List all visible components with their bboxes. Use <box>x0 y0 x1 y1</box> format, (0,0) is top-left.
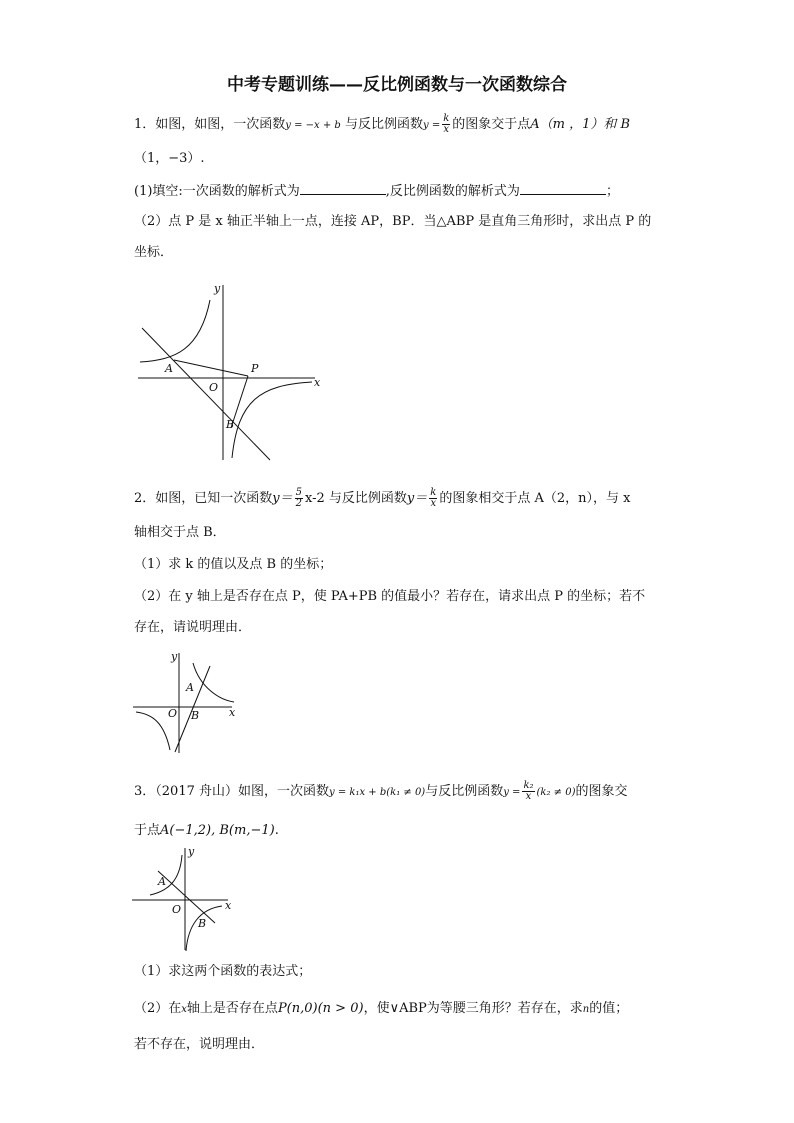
q1-line-3 <box>134 182 619 201</box>
q3-n-var: n <box>582 1004 590 1015</box>
q1-line-ab <box>142 328 270 460</box>
q3-point-p: P(n,0)(n > 0) <box>277 1001 364 1016</box>
q3-line-4 <box>134 1000 628 1019</box>
q1-text-c: 的图象交于点 <box>452 117 531 132</box>
q2-line-2: 轴相交于点 B． <box>134 525 226 540</box>
q3-text-i: 的值； <box>589 1001 629 1016</box>
q3-text-h: ，使∨ABP为等腰三角形？若存在，求 <box>363 1001 583 1016</box>
q3-line-2 <box>134 822 279 840</box>
q3-figure <box>130 845 240 955</box>
q1-line-1 <box>134 114 630 135</box>
q2-text-c: 的图象相交于点 A（2，n），与 x <box>439 491 631 506</box>
q2-label-b: B <box>191 709 200 722</box>
q3-points: A(−1,2), B(m,−1) <box>160 823 275 838</box>
q1-line-2: （1，−3）. <box>134 151 205 166</box>
q1-inverse-fraction: $\frac{k}{x}$ <box>443 113 450 135</box>
q3-text-a: 3．（2017 舟山）如图，一次函数 <box>134 784 329 799</box>
q1-label-x: x <box>314 376 321 389</box>
q2-text-b: x-2 与反比例函数 <box>305 491 407 506</box>
q1-label-a: A <box>165 362 173 375</box>
q2-label-x: x <box>229 706 236 719</box>
q3-text-b: 与反比例函数 <box>425 784 504 799</box>
q2-label-y: y <box>171 650 178 663</box>
q1-answer-blank-2[interactable] <box>520 182 606 195</box>
q1-segment-ap <box>174 360 248 376</box>
q3-text-f: （2）在 <box>134 1001 182 1016</box>
q1-text-b: 与反比例函数 <box>344 117 423 132</box>
q1-text-d: A（m ，1）和 <box>530 117 617 132</box>
q1-fill-text-a: (1)填空:一次函数的解析式为 <box>134 184 300 199</box>
q1-inverse-lhs: y = <box>422 120 441 131</box>
q1-figure <box>130 280 340 465</box>
q1-answer-blank-1[interactable] <box>300 182 386 195</box>
q1-hyperbola-left <box>140 300 210 362</box>
q3-text-c: 的图象交 <box>575 784 628 799</box>
q2-line-1 <box>134 488 630 509</box>
q1-linear-formula: y = −x + b <box>285 120 341 131</box>
q2-label-a: A <box>186 681 194 694</box>
q3-label-x: x <box>225 899 232 912</box>
q1-text-e: B <box>620 117 631 132</box>
q1-hyperbola-right <box>232 382 312 458</box>
q1-line-5: 坐标． <box>134 245 174 260</box>
q1-fill-text-b: ,反比例函数的解析式为 <box>385 184 520 199</box>
q2-hyperbola-left <box>136 712 170 750</box>
q2-line-5: 存在，请说明理由． <box>134 620 252 635</box>
q1-label-y: y <box>214 282 221 295</box>
q3-line-1 <box>134 781 628 802</box>
q2-inverse-fraction: $\frac{k}{x}$ <box>430 487 437 509</box>
q1-label-p: P <box>251 362 259 375</box>
q3-line-5: 若不存在，说明理由． <box>134 1037 265 1052</box>
q3-label-y: y <box>188 845 195 858</box>
q3-linear-formula: y = k₁x + b(k₁ ≠ 0) <box>329 787 426 798</box>
q3-inverse-condition: (k₂ ≠ 0) <box>536 787 576 798</box>
q2-line-4: （2）在 y 轴上是否存在点 P，使 PA+PB 的值最小？若存在，请求出点 P 的坐标；若不 <box>134 589 646 604</box>
q2-y-eq-2: y＝ <box>406 491 428 506</box>
q1-label-o: O <box>209 381 219 394</box>
q2-y-eq-1: y＝ <box>272 491 293 506</box>
q2-slope-fraction: $\frac{5}{2}$ <box>295 487 303 509</box>
q3-label-o: O <box>172 903 182 916</box>
q3-text-e: . <box>274 823 279 838</box>
q3-x-var: x <box>181 1004 187 1015</box>
q1-fill-text-c: ； <box>605 184 619 199</box>
q3-line <box>158 871 215 923</box>
q2-line-3: （1）求 k 的值以及点 B 的坐标； <box>134 557 333 572</box>
q2-hyperbola-right <box>193 663 234 702</box>
q1-line-4: （2）点 P 是 x 轴正半轴上一点，连接 AP，BP．当△ABP 是直角三角形时，求出点 P 的 <box>134 214 652 229</box>
q1-text-a: 1．如图，如图，一次函数 <box>134 117 286 132</box>
q1-label-b: B <box>226 418 235 431</box>
q3-inverse-lhs: y = <box>503 787 521 798</box>
page-title: 中考专题训练——反比例函数与一次函数综合 <box>227 75 567 95</box>
q2-label-o: O <box>168 707 178 720</box>
q2-text-a: 2．如图，已知一次函数 <box>134 491 273 506</box>
q3-label-a: A <box>158 875 166 888</box>
q3-inverse-fraction: $\frac{\text{k₂}}{x}$ <box>523 780 534 802</box>
q2-figure <box>130 648 250 756</box>
q3-line-3: （1）求这两个函数的表达式； <box>134 964 312 979</box>
q3-text-g: 轴上是否存在点 <box>186 1001 278 1016</box>
q3-text-d: 于点 <box>134 823 161 838</box>
q3-label-b: B <box>198 917 207 930</box>
